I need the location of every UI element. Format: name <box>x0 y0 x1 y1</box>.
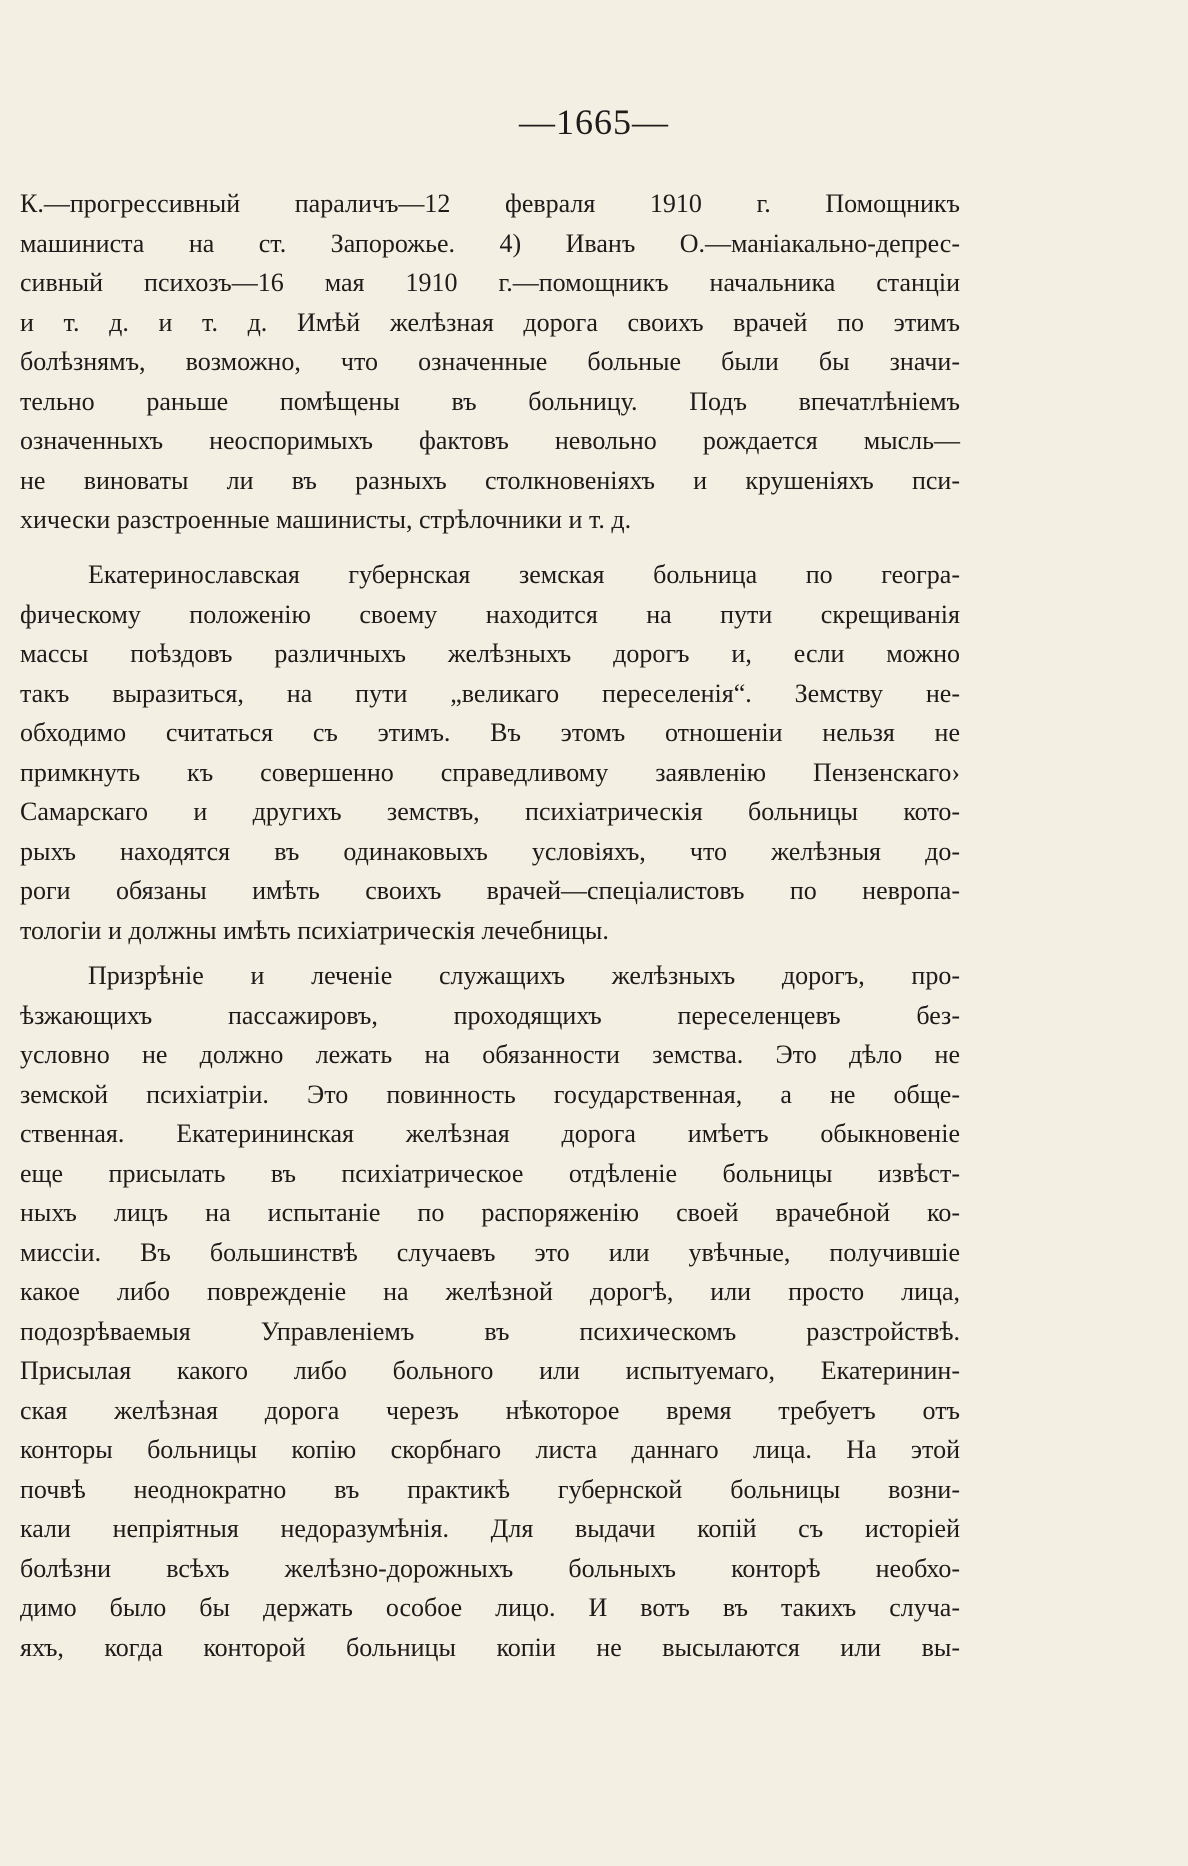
text-line: еще присылать въ психіатрическое отдѣленіе больницы извѣст- <box>20 1158 960 1188</box>
text-line: почвѣ неоднократно въ практикѣ губернской больницы возни- <box>20 1474 960 1504</box>
text-line: фическому положенію своему находится на пути скрещиванія <box>20 599 960 629</box>
text-line: болѣзни всѣхъ желѣзно-дорожныхъ больныхъ конторѣ необхо- <box>20 1553 960 1583</box>
text-line: означенныхъ неоспоримыхъ фактовъ невольно рождается мысль— <box>20 426 960 455</box>
text-line: условно не должно лежать на обязанности земства. Это дѣло не <box>20 1040 960 1069</box>
text-line: К.—прогрессивный параличъ—12 февраля 1910 г. Помощникъ <box>20 189 960 218</box>
text-line: ская желѣзная дорога черезъ нѣкоторое время требуетъ отъ <box>20 1395 960 1425</box>
text-line: Призрѣніе и леченіе служащихъ желѣзныхъ дорогъ, про- <box>88 961 960 990</box>
text-line: Екатеринославская губернская земская больница по геогра- <box>88 560 960 589</box>
text-line: сивный психозъ—16 мая 1910 г.—помощникъ начальника станціи <box>20 268 960 297</box>
paragraph-3 <box>20 956 960 1667</box>
text-line: примкнуть къ совершенно справедливому заявленію Пензенскаго› <box>20 757 960 787</box>
text-line: тельно раньше помѣщены въ больницу. Подъ впечатлѣніемъ <box>20 386 960 416</box>
text-line: такъ выразиться, на пути „великаго переселенія“. Земству не- <box>20 678 960 708</box>
text-line: не виноваты ли въ разныхъ столкновеніяхъ и крушеніяхъ пси- <box>20 465 960 495</box>
text-line: яхъ, когда конторой больницы копіи не высылаются или вы- <box>20 1632 960 1662</box>
text-line: Присылая какого либо больного или испытуемаго, Екатеринин- <box>20 1356 960 1385</box>
text-line: и т. д. и т. д. Имѣй желѣзная дорога своихъ врачей по этимъ <box>20 307 960 337</box>
text-line: земской психіатріи. Это повинность государственная, а не обще- <box>20 1079 960 1109</box>
text-line: ѣзжающихъ пассажировъ, проходящихъ переселенцевъ без- <box>20 1000 960 1030</box>
paragraph-1 <box>20 184 960 540</box>
text-line: машиниста на ст. Запорожье. 4) Иванъ О.—маніакально-депрес- <box>20 228 960 258</box>
page-number: —1665— <box>519 102 669 142</box>
text-line: хически разстроенные машинисты, стрѣлочники и т. д. <box>20 505 632 534</box>
text-line: болѣзнямъ, возможно, что означенные больные были бы значи- <box>20 347 960 376</box>
text-line: массы поѣздовъ различныхъ желѣзныхъ дорогъ и, если можно <box>20 639 960 668</box>
text-line: подозрѣваемыя Управленіемъ въ психическомъ разстройствѣ. <box>20 1316 960 1346</box>
text-line: рыхъ находятся въ одинаковыхъ условіяхъ, что желѣзныя до- <box>20 836 960 866</box>
text-line: миссіи. Въ большинствѣ случаевъ это или увѣчные, получившіе <box>20 1237 960 1267</box>
text-line: роги обязаны имѣть своихъ врачей—спеціалистовъ по невропа- <box>20 876 960 905</box>
text-line: димо было бы держать особое лицо. И вотъ въ такихъ случа- <box>20 1593 960 1622</box>
text-line: какое либо поврежденіе на желѣзной дорогѣ, или просто лица, <box>20 1277 960 1306</box>
text-line: тологіи и должны имѣть психіатрическія лечебницы. <box>20 915 609 945</box>
text-line: ственная. Екатерининская желѣзная дорога имѣетъ обыкновеніе <box>20 1119 960 1148</box>
text-line: Самарскаго и другихъ земствъ, психіатрическія больницы кото- <box>20 797 960 826</box>
text-line: конторы больницы копію скорбнаго листа даннаго лица. На этой <box>20 1435 960 1464</box>
text-line: кали непріятныя недоразумѣнія. Для выдачи копій съ исторіей <box>20 1514 960 1543</box>
text-line: ныхъ лицъ на испытаніе по распоряженію своей врачебной ко- <box>20 1198 960 1227</box>
paragraph-2 <box>20 555 960 950</box>
text-line: обходимо считаться съ этимъ. Въ этомъ отношеніи нельзя не <box>20 718 960 747</box>
